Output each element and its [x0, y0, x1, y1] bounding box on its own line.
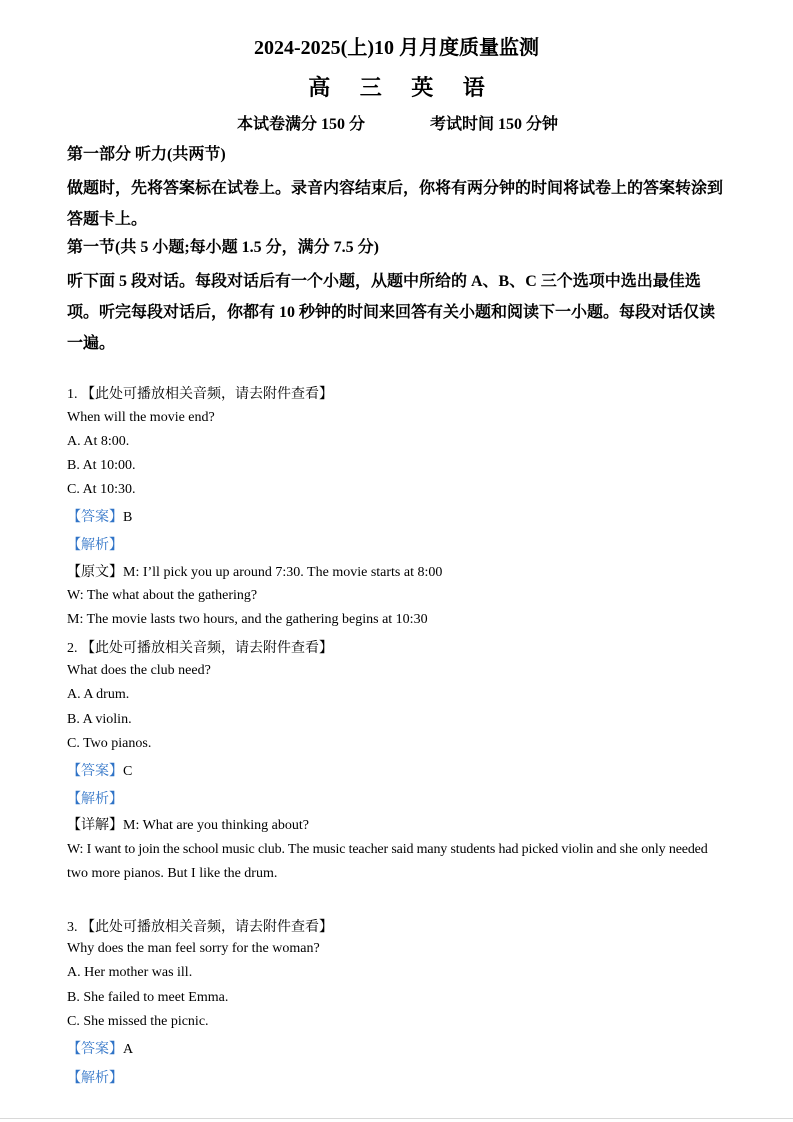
detail-line — [67, 561, 442, 581]
option-c: C. Two pianos. — [67, 736, 152, 751]
answer-line — [67, 760, 132, 780]
option-c: C. At 10:30. — [67, 482, 136, 497]
audio-note: 2. 【此处可播放相关音频，请去附件查看】 — [67, 641, 333, 656]
detail-text: M: The movie lasts two hours, and the gathering begins at 10:30 — [67, 612, 428, 627]
section1-instruction-line-3: 一遍。 — [67, 335, 116, 352]
option-a: A. A drum. — [67, 687, 130, 702]
section1-instruction-line-2: 项。听完每段对话后，你都有 10 秒钟的时间来回答有关小题和阅读下一小题。每段对话仅读 — [67, 304, 716, 321]
section1-instruction-line-1: 听下面 5 段对话。每段对话后有一个小题，从题中所给的 A、B、C 三个选项中选出最佳选 — [67, 273, 701, 290]
analysis-label: 【解析】 — [67, 538, 123, 553]
detail-text: W: I want to join the school music club. The music teacher said many students had picked violin and she only needed — [67, 842, 708, 857]
exam-title: 2024-2025(上)10 月月度质量监测 — [254, 37, 539, 59]
answer-value: B — [123, 510, 133, 525]
section1-heading: 第一节(共 5 小题;每小题 1.5 分，满分 7.5 分) — [67, 239, 379, 256]
instruction-line-1: 做题时，先将答案标在试卷上。录音内容结束后，你将有两分钟的时间将试卷上的答案转涂到 — [67, 180, 724, 197]
part1-heading: 第一部分 听力(共两节) — [67, 146, 226, 163]
exam-time: 考试时间 150 分钟 — [430, 116, 559, 133]
answer-value: A — [123, 1042, 134, 1057]
answer-line — [67, 506, 132, 526]
detail-line — [67, 814, 309, 834]
answer-line — [67, 1038, 133, 1058]
answer-label: 【答案】 — [67, 1042, 123, 1057]
instruction-line-2: 答题卡上。 — [67, 211, 148, 228]
answer-label: 【答案】 — [67, 764, 123, 779]
option-b: B. She failed to meet Emma. — [67, 990, 229, 1005]
full-score: 本试卷满分 150 分 — [237, 116, 366, 133]
question-text: When will the movie end? — [67, 410, 215, 425]
detail-text: M: What are you thinking about? — [123, 818, 309, 833]
page-bottom-divider — [0, 1118, 793, 1119]
analysis-label: 【解析】 — [67, 792, 123, 807]
question-text: What does the club need? — [67, 663, 211, 678]
detail-text: two more pianos. But I like the drum. — [67, 866, 278, 881]
subject-title: 高 三 英 语 — [308, 75, 497, 100]
answer-value: C — [123, 764, 133, 779]
analysis-label: 【解析】 — [67, 1071, 123, 1086]
audio-note: 3. 【此处可播放相关音频，请去附件查看】 — [67, 920, 333, 935]
option-a: A. At 8:00. — [67, 434, 130, 449]
question-text: Why does the man feel sorry for the woman? — [67, 941, 320, 956]
option-b: B. A violin. — [67, 712, 132, 727]
detail-label: 【原文】 — [67, 565, 123, 580]
option-a: A. Her mother was ill. — [67, 965, 193, 980]
detail-text: M: I’ll pick you up around 7:30. The movie starts at 8:00 — [123, 565, 443, 580]
audio-note: 1. 【此处可播放相关音频，请去附件查看】 — [67, 387, 333, 402]
option-b: B. At 10:00. — [67, 458, 136, 473]
option-c: C. She missed the picnic. — [67, 1014, 209, 1029]
detail-text: W: The what about the gathering? — [67, 588, 258, 603]
answer-label: 【答案】 — [67, 510, 123, 525]
detail-label: 【详解】 — [67, 818, 123, 833]
